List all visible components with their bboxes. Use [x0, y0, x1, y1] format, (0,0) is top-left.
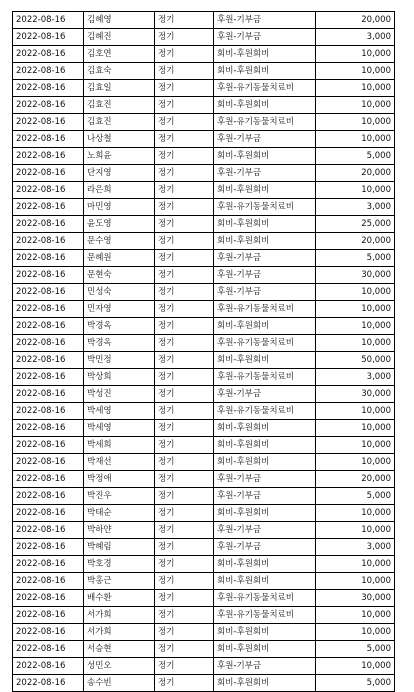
donor-name-cell: 박상희 — [84, 369, 155, 386]
table-row — [13, 573, 395, 590]
payment-type-cell: 정기 — [155, 556, 214, 573]
donor-name-cell: 김효진 — [84, 114, 155, 131]
table-row — [13, 148, 395, 165]
date-cell: 2022-08-16 — [13, 658, 84, 675]
table-row — [13, 97, 395, 114]
category-cell: 회비-후원회비 — [214, 352, 316, 369]
date-cell: 2022-08-16 — [13, 80, 84, 97]
payment-type-cell: 정기 — [155, 199, 214, 216]
amount-cell: 30,000 — [316, 590, 395, 607]
donor-name-cell: 김호연 — [84, 46, 155, 63]
category-cell: 회비-후원회비 — [214, 216, 316, 233]
table-row — [13, 403, 395, 420]
table-row — [13, 267, 395, 284]
table-row — [13, 539, 395, 556]
category-cell: 후원-기부금 — [214, 386, 316, 403]
date-cell: 2022-08-16 — [13, 488, 84, 505]
payment-type-cell: 정기 — [155, 488, 214, 505]
category-cell: 회비-후원회비 — [214, 641, 316, 658]
date-cell: 2022-08-16 — [13, 522, 84, 539]
amount-cell: 30,000 — [316, 267, 395, 284]
date-cell: 2022-08-16 — [13, 675, 84, 692]
table-row — [13, 165, 395, 182]
date-cell: 2022-08-16 — [13, 369, 84, 386]
date-cell: 2022-08-16 — [13, 624, 84, 641]
amount-cell: 10,000 — [316, 556, 395, 573]
amount-cell: 3,000 — [316, 199, 395, 216]
category-cell: 후원-기부금 — [214, 267, 316, 284]
payment-type-cell: 정기 — [155, 233, 214, 250]
category-cell: 회비-후원회비 — [214, 233, 316, 250]
amount-cell: 5,000 — [316, 250, 395, 267]
date-cell: 2022-08-16 — [13, 199, 84, 216]
donor-name-cell: 박경옥 — [84, 318, 155, 335]
category-cell: 후원-유기동물치료비 — [214, 607, 316, 624]
amount-cell: 10,000 — [316, 284, 395, 301]
payment-type-cell: 정기 — [155, 352, 214, 369]
donor-name-cell: 김효일 — [84, 80, 155, 97]
category-cell: 회비-후원회비 — [214, 437, 316, 454]
payment-type-cell: 정기 — [155, 250, 214, 267]
category-cell: 후원-유기동물치료비 — [214, 369, 316, 386]
amount-cell: 3,000 — [316, 369, 395, 386]
donor-name-cell: 박정애 — [84, 471, 155, 488]
table-row — [13, 658, 395, 675]
date-cell: 2022-08-16 — [13, 148, 84, 165]
donor-name-cell: 성민오 — [84, 658, 155, 675]
amount-cell: 3,000 — [316, 29, 395, 46]
payment-type-cell: 정기 — [155, 641, 214, 658]
payment-type-cell: 정기 — [155, 573, 214, 590]
payment-type-cell: 정기 — [155, 63, 214, 80]
table-row — [13, 216, 395, 233]
donor-name-cell: 김혜영 — [84, 12, 155, 29]
donor-name-cell: 박홍근 — [84, 573, 155, 590]
donor-name-cell: 문현숙 — [84, 267, 155, 284]
payment-type-cell: 정기 — [155, 182, 214, 199]
payment-type-cell: 정기 — [155, 505, 214, 522]
table-row — [13, 12, 395, 29]
table-row — [13, 352, 395, 369]
donor-name-cell: 단지영 — [84, 165, 155, 182]
amount-cell: 5,000 — [316, 488, 395, 505]
date-cell: 2022-08-16 — [13, 420, 84, 437]
date-cell: 2022-08-16 — [13, 182, 84, 199]
payment-type-cell: 정기 — [155, 369, 214, 386]
date-cell: 2022-08-16 — [13, 12, 84, 29]
category-cell: 후원-유기동물치료비 — [214, 114, 316, 131]
amount-cell: 3,000 — [316, 539, 395, 556]
category-cell: 후원-유기동물치료비 — [214, 199, 316, 216]
date-cell: 2022-08-16 — [13, 233, 84, 250]
category-cell: 후원-유기동물치료비 — [214, 335, 316, 352]
table-row — [13, 114, 395, 131]
amount-cell: 10,000 — [316, 454, 395, 471]
date-cell: 2022-08-16 — [13, 641, 84, 658]
table-row — [13, 301, 395, 318]
amount-cell: 10,000 — [316, 114, 395, 131]
donor-name-cell: 박경옥 — [84, 335, 155, 352]
donor-name-cell: 문수영 — [84, 233, 155, 250]
table-row — [13, 369, 395, 386]
category-cell: 회비-후원회비 — [214, 454, 316, 471]
date-cell: 2022-08-16 — [13, 335, 84, 352]
table-row — [13, 80, 395, 97]
donor-name-cell: 서승현 — [84, 641, 155, 658]
category-cell: 후원-유기동물치료비 — [214, 403, 316, 420]
table-row — [13, 63, 395, 80]
category-cell: 후원-기부금 — [214, 12, 316, 29]
amount-cell: 10,000 — [316, 522, 395, 539]
payment-type-cell: 정기 — [155, 658, 214, 675]
donor-name-cell: 민자영 — [84, 301, 155, 318]
table-row — [13, 590, 395, 607]
date-cell: 2022-08-16 — [13, 352, 84, 369]
donor-name-cell: 박하얀 — [84, 522, 155, 539]
category-cell: 후원-유기동물치료비 — [214, 80, 316, 97]
donor-name-cell: 박호경 — [84, 556, 155, 573]
donor-name-cell: 박세영 — [84, 420, 155, 437]
date-cell: 2022-08-16 — [13, 63, 84, 80]
amount-cell: 10,000 — [316, 624, 395, 641]
date-cell: 2022-08-16 — [13, 284, 84, 301]
date-cell: 2022-08-16 — [13, 607, 84, 624]
payment-type-cell: 정기 — [155, 437, 214, 454]
donor-name-cell: 박혜림 — [84, 539, 155, 556]
amount-cell: 5,000 — [316, 148, 395, 165]
category-cell: 회비-후원회비 — [214, 63, 316, 80]
donor-name-cell: 마민영 — [84, 199, 155, 216]
table-row — [13, 675, 395, 692]
amount-cell: 10,000 — [316, 607, 395, 624]
amount-cell: 10,000 — [316, 658, 395, 675]
date-cell: 2022-08-16 — [13, 590, 84, 607]
payment-type-cell: 정기 — [155, 454, 214, 471]
category-cell: 회비-후원회비 — [214, 556, 316, 573]
category-cell: 후원-기부금 — [214, 471, 316, 488]
amount-cell: 30,000 — [316, 386, 395, 403]
category-cell: 후원-유기동물치료비 — [214, 301, 316, 318]
amount-cell: 10,000 — [316, 505, 395, 522]
amount-cell: 10,000 — [316, 301, 395, 318]
table-row — [13, 318, 395, 335]
donor-name-cell: 배수환 — [84, 590, 155, 607]
payment-type-cell: 정기 — [155, 539, 214, 556]
date-cell: 2022-08-16 — [13, 505, 84, 522]
date-cell: 2022-08-16 — [13, 573, 84, 590]
table-row — [13, 420, 395, 437]
date-cell: 2022-08-16 — [13, 556, 84, 573]
category-cell: 후원-기부금 — [214, 29, 316, 46]
donation-ledger — [12, 11, 395, 692]
date-cell: 2022-08-16 — [13, 131, 84, 148]
payment-type-cell: 정기 — [155, 267, 214, 284]
payment-type-cell: 정기 — [155, 403, 214, 420]
category-cell: 후원-기부금 — [214, 522, 316, 539]
payment-type-cell: 정기 — [155, 607, 214, 624]
category-cell: 회비-후원회비 — [214, 624, 316, 641]
category-cell: 후원-기부금 — [214, 488, 316, 505]
category-cell: 회비-후원회비 — [214, 318, 316, 335]
amount-cell: 10,000 — [316, 420, 395, 437]
table-row — [13, 641, 395, 658]
table-row — [13, 454, 395, 471]
category-cell: 후원-기부금 — [214, 165, 316, 182]
payment-type-cell: 정기 — [155, 114, 214, 131]
donor-name-cell: 박성진 — [84, 386, 155, 403]
date-cell: 2022-08-16 — [13, 114, 84, 131]
table-row — [13, 607, 395, 624]
donor-name-cell: 서가희 — [84, 624, 155, 641]
amount-cell: 20,000 — [316, 12, 395, 29]
category-cell: 후원-기부금 — [214, 131, 316, 148]
amount-cell: 5,000 — [316, 675, 395, 692]
amount-cell: 20,000 — [316, 233, 395, 250]
payment-type-cell: 정기 — [155, 301, 214, 318]
donor-name-cell: 서가희 — [84, 607, 155, 624]
payment-type-cell: 정기 — [155, 471, 214, 488]
table-row — [13, 386, 395, 403]
donation-table — [12, 11, 395, 692]
amount-cell: 5,000 — [316, 641, 395, 658]
table-row — [13, 284, 395, 301]
payment-type-cell: 정기 — [155, 12, 214, 29]
donor-name-cell: 윤도영 — [84, 216, 155, 233]
donor-name-cell: 박진우 — [84, 488, 155, 505]
donor-name-cell: 김효숙 — [84, 63, 155, 80]
table-body — [13, 12, 395, 692]
table-row — [13, 335, 395, 352]
payment-type-cell: 정기 — [155, 216, 214, 233]
donor-name-cell: 박태순 — [84, 505, 155, 522]
amount-cell: 10,000 — [316, 437, 395, 454]
amount-cell: 20,000 — [316, 165, 395, 182]
donor-name-cell: 박재선 — [84, 454, 155, 471]
date-cell: 2022-08-16 — [13, 216, 84, 233]
donor-name-cell: 송수빈 — [84, 675, 155, 692]
amount-cell: 10,000 — [316, 46, 395, 63]
table-row — [13, 182, 395, 199]
payment-type-cell: 정기 — [155, 148, 214, 165]
payment-type-cell: 정기 — [155, 80, 214, 97]
table-row — [13, 199, 395, 216]
payment-type-cell: 정기 — [155, 318, 214, 335]
category-cell: 회비-후원회비 — [214, 97, 316, 114]
payment-type-cell: 정기 — [155, 165, 214, 182]
donor-name-cell: 박세영 — [84, 403, 155, 420]
payment-type-cell: 정기 — [155, 284, 214, 301]
amount-cell: 10,000 — [316, 182, 395, 199]
date-cell: 2022-08-16 — [13, 454, 84, 471]
donor-name-cell: 박민정 — [84, 352, 155, 369]
category-cell: 회비-후원회비 — [214, 148, 316, 165]
donor-name-cell: 문혜원 — [84, 250, 155, 267]
table-row — [13, 522, 395, 539]
table-row — [13, 46, 395, 63]
payment-type-cell: 정기 — [155, 29, 214, 46]
table-row — [13, 471, 395, 488]
payment-type-cell: 정기 — [155, 522, 214, 539]
table-row — [13, 233, 395, 250]
date-cell: 2022-08-16 — [13, 165, 84, 182]
payment-type-cell: 정기 — [155, 335, 214, 352]
payment-type-cell: 정기 — [155, 386, 214, 403]
payment-type-cell: 정기 — [155, 131, 214, 148]
payment-type-cell: 정기 — [155, 624, 214, 641]
donor-name-cell: 라은희 — [84, 182, 155, 199]
donor-name-cell: 김혜진 — [84, 29, 155, 46]
table-row — [13, 556, 395, 573]
amount-cell: 10,000 — [316, 97, 395, 114]
donor-name-cell: 박세희 — [84, 437, 155, 454]
amount-cell: 10,000 — [316, 131, 395, 148]
date-cell: 2022-08-16 — [13, 403, 84, 420]
amount-cell: 10,000 — [316, 63, 395, 80]
donor-name-cell: 나상철 — [84, 131, 155, 148]
category-cell: 후원-유기동물치료비 — [214, 590, 316, 607]
category-cell: 후원-기부금 — [214, 284, 316, 301]
payment-type-cell: 정기 — [155, 675, 214, 692]
payment-type-cell: 정기 — [155, 420, 214, 437]
date-cell: 2022-08-16 — [13, 386, 84, 403]
amount-cell: 10,000 — [316, 335, 395, 352]
category-cell: 회비-후원회비 — [214, 675, 316, 692]
table-row — [13, 624, 395, 641]
donor-name-cell: 민성숙 — [84, 284, 155, 301]
date-cell: 2022-08-16 — [13, 97, 84, 114]
amount-cell: 20,000 — [316, 471, 395, 488]
amount-cell: 10,000 — [316, 403, 395, 420]
donor-name-cell: 노희윤 — [84, 148, 155, 165]
table-row — [13, 505, 395, 522]
date-cell: 2022-08-16 — [13, 301, 84, 318]
table-row — [13, 29, 395, 46]
date-cell: 2022-08-16 — [13, 437, 84, 454]
table-row — [13, 488, 395, 505]
table-row — [13, 131, 395, 148]
category-cell: 회비-후원회비 — [214, 573, 316, 590]
amount-cell: 25,000 — [316, 216, 395, 233]
amount-cell: 10,000 — [316, 573, 395, 590]
amount-cell: 10,000 — [316, 80, 395, 97]
date-cell: 2022-08-16 — [13, 29, 84, 46]
date-cell: 2022-08-16 — [13, 539, 84, 556]
amount-cell: 50,000 — [316, 352, 395, 369]
category-cell: 후원-기부금 — [214, 250, 316, 267]
category-cell: 회비-후원회비 — [214, 182, 316, 199]
date-cell: 2022-08-16 — [13, 267, 84, 284]
category-cell: 회비-후원회비 — [214, 505, 316, 522]
amount-cell: 10,000 — [316, 318, 395, 335]
payment-type-cell: 정기 — [155, 97, 214, 114]
category-cell: 후원-기부금 — [214, 658, 316, 675]
category-cell: 후원-기부금 — [214, 539, 316, 556]
table-row — [13, 250, 395, 267]
date-cell: 2022-08-16 — [13, 471, 84, 488]
table-row — [13, 437, 395, 454]
date-cell: 2022-08-16 — [13, 250, 84, 267]
payment-type-cell: 정기 — [155, 590, 214, 607]
date-cell: 2022-08-16 — [13, 318, 84, 335]
date-cell: 2022-08-16 — [13, 46, 84, 63]
category-cell: 회비-후원회비 — [214, 420, 316, 437]
payment-type-cell: 정기 — [155, 46, 214, 63]
category-cell: 회비-후원회비 — [214, 46, 316, 63]
donor-name-cell: 김효진 — [84, 97, 155, 114]
